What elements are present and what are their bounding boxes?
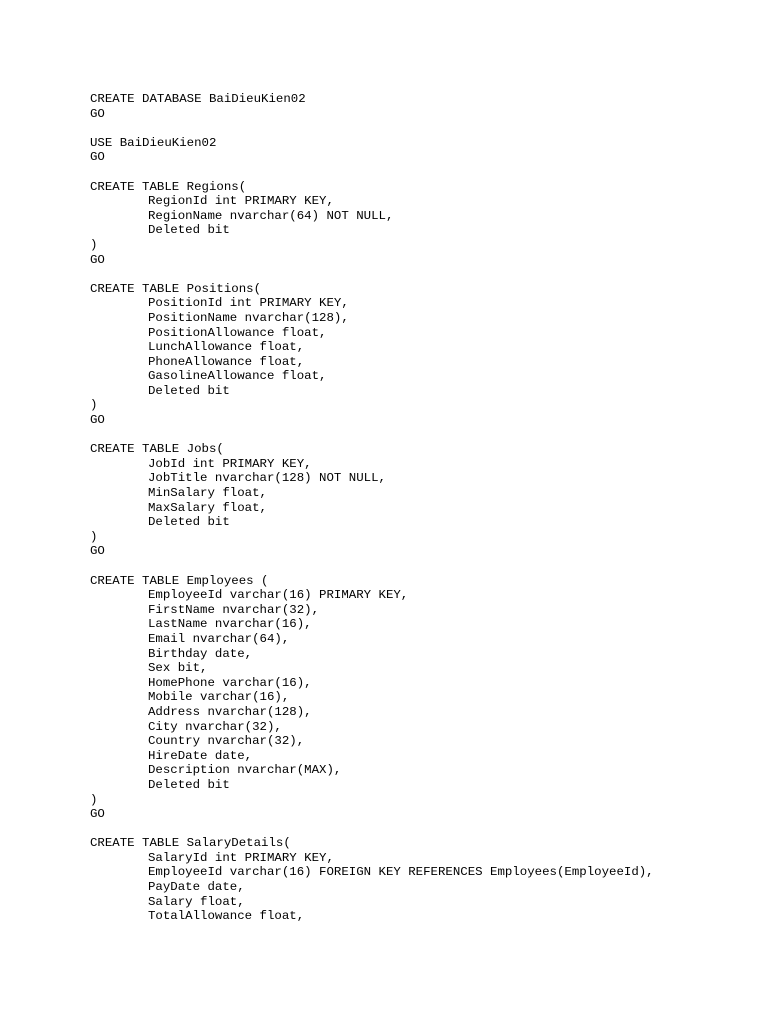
- code-line: PayDate date,: [148, 880, 245, 895]
- code-line: CREATE TABLE Regions(: [90, 179, 247, 194]
- code-line: HireDate date,: [148, 748, 253, 763]
- code-line: MinSalary float,: [148, 486, 267, 501]
- code-line: LastName nvarchar(16),: [148, 617, 312, 632]
- code-line: Sex bit,: [148, 661, 208, 676]
- code-line: SalaryId int PRIMARY KEY,: [148, 850, 334, 865]
- code-line: CREATE TABLE Employees (: [90, 573, 269, 588]
- code-line: Address nvarchar(128),: [148, 704, 312, 719]
- code-line: EmployeeId varchar(16) FOREIGN KEY REFERENCES Employees(EmployeeId),: [148, 865, 654, 880]
- code-line: GasolineAllowance float,: [148, 369, 327, 384]
- code-line: ): [90, 529, 98, 544]
- code-line: PositionName nvarchar(128),: [148, 310, 349, 325]
- code-line: USE BaiDieuKien02: [90, 135, 217, 150]
- blank-line: [90, 428, 654, 443]
- code-line: ): [90, 398, 98, 413]
- code-line: ): [90, 792, 98, 807]
- code-line: GO: [90, 150, 105, 165]
- blank-line: [90, 121, 654, 136]
- code-line: PositionAllowance float,: [148, 325, 327, 340]
- code-line: JobId int PRIMARY KEY,: [148, 456, 312, 471]
- code-line: TotalAllowance float,: [148, 909, 305, 924]
- code-line: Birthday date,: [148, 646, 253, 661]
- code-line: CREATE DATABASE BaiDieuKien02: [90, 92, 306, 106]
- code-line: CREATE TABLE Jobs(: [90, 442, 224, 457]
- code-line: Description nvarchar(MAX),: [148, 763, 342, 778]
- code-line: RegionName nvarchar(64) NOT NULL,: [148, 208, 394, 223]
- code-line: MaxSalary float,: [148, 500, 267, 515]
- blank-line: [90, 267, 654, 282]
- code-line: CREATE TABLE Positions(: [90, 281, 262, 296]
- code-line: Deleted bit: [148, 383, 230, 398]
- code-line: CREATE TABLE SalaryDetails(: [90, 836, 291, 851]
- blank-line: [90, 165, 654, 180]
- code-line: Deleted bit: [148, 515, 230, 530]
- code-line: ): [90, 237, 98, 252]
- code-line: EmployeeId varchar(16) PRIMARY KEY,: [148, 588, 409, 603]
- code-line: PositionId int PRIMARY KEY,: [148, 296, 349, 311]
- code-line: GO: [90, 106, 105, 121]
- code-line: GO: [90, 807, 105, 822]
- code-line: Deleted bit: [148, 223, 230, 238]
- code-line: Country nvarchar(32),: [148, 734, 305, 749]
- code-line: City nvarchar(32),: [148, 719, 282, 734]
- code-line: PhoneAllowance float,: [148, 354, 305, 369]
- code-line: HomePhone varchar(16),: [148, 675, 312, 690]
- code-line: JobTitle nvarchar(128) NOT NULL,: [148, 471, 386, 486]
- blank-line: [90, 822, 654, 837]
- code-line: Deleted bit: [148, 777, 230, 792]
- code-line: Mobile varchar(16),: [148, 690, 290, 705]
- code-line: FirstName nvarchar(32),: [148, 602, 320, 617]
- code-line: GO: [90, 413, 105, 428]
- code-line: GO: [90, 544, 105, 559]
- code-line: Email nvarchar(64),: [148, 631, 290, 646]
- code-line: LunchAllowance float,: [148, 340, 305, 355]
- code-line: RegionId int PRIMARY KEY,: [148, 194, 334, 209]
- code-line: GO: [90, 252, 105, 267]
- sql-code-block: [90, 92, 654, 924]
- blank-line: [90, 559, 654, 574]
- code-line: Salary float,: [148, 894, 245, 909]
